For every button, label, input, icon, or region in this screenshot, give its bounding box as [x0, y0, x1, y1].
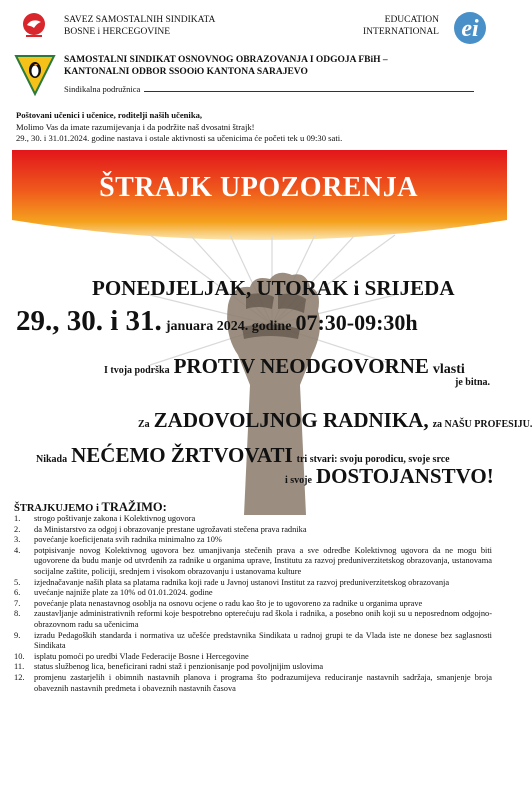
demand-text: potpisivanje novog Kolektivnog ugovora bez umanjivanja stečenih prava a sve odredbe Kolektivnog ugovora da ne mogu biti ugovorene da budu manje od utvrđenih za radnike u organima uprave, Institutu za razvoj preduniverzitetskog obrazovanja, ustanovama socijalne zaštite, policiji, srednjem i visokom obrazovanju i ustanovama kulture: [34, 545, 492, 576]
branch-blank-line: [144, 84, 474, 92]
demand-number: 7.: [14, 598, 21, 608]
intro-line: 29., 30. i 31.01.2024. godine nastava i ostale aktivnosti sa učenicima će početi tek u 09:30 sati.: [16, 133, 343, 143]
demand-item: [14, 609, 492, 630]
slogan-support-end: je bitna.: [455, 377, 490, 388]
slogan-dignity: i svoje DOSTOJANSTVO!: [285, 464, 494, 488]
slogan-worker: Za ZADOVOLJNOG RADNIKA, za NAŠU PROFESIJU.: [138, 408, 532, 432]
demand-number: 3.: [14, 535, 21, 545]
slogan-support: I tvoja podrška PROTIV NEODGOVORNE vlasti: [104, 354, 465, 378]
intro-text: [16, 110, 506, 145]
demand-text: povećanje plata nenastavnog osoblja na osnovu ocjene o radu kao što je to ugovoreno za radnike u organima uprave: [34, 598, 423, 608]
demands-title: ŠTRAJKUJEMO i TRAŽIMO:: [14, 500, 167, 514]
education-international-name: EDUCATION INTERNATIONAL: [363, 15, 439, 37]
demand-number: 1.: [14, 514, 21, 523]
demand-number: 11.: [14, 662, 25, 672]
intro-line: Molimo Vas da imate razumijevanja i da podržite naš dvosatni štrajk!: [16, 121, 255, 132]
demand-text: status službenog lica, beneficirani radni staž i penzionisanje pod povoljnijim uslovima: [34, 662, 324, 672]
penguin-triangle-logo: [14, 52, 56, 96]
demand-text: izradu Pedagoških standarda i normativa uz učešće predstavnika Sindikata u radnoj grupi te da Vlada iste ne donese bez saglasnosti Sindikata: [34, 630, 492, 651]
education-international-logo: [451, 10, 489, 46]
svg-text:ei: ei: [461, 16, 479, 42]
strike-dates: [16, 305, 418, 338]
demand-text: strogo poštivanje zakona i Kolektivnog ugovora: [34, 514, 196, 523]
banner-title: ŠTRAJK UPOZORENJA: [99, 172, 418, 203]
strike-time: 07:30-09:30h: [295, 310, 418, 335]
demand-item: [14, 599, 492, 610]
demands-list: [14, 514, 492, 694]
demand-text: izjednačavanje naših plata sa platama radnika koji rade u Javnoj ustanovi Institut za razvoj preduniverzitetskog obrazovanja: [34, 577, 450, 587]
demand-text: zaustavljanje administrativnih reformi koje bespotrebno opterećuju rad škola i radnika, a posebno onih koji su u neposrednom odgojno-obrazovnom radu sa učenicima: [34, 609, 492, 629]
strike-days: PONEDJELJAK, UTORAK i SRIJEDA: [92, 276, 455, 300]
dove-logo: [20, 12, 48, 38]
demand-text: isplatu pomoći po uredbi Vlade Federacije Bosne i Hercegovine: [34, 651, 249, 661]
demand-item: [14, 514, 492, 525]
demand-text: povećanje koeficijenata svih radnika minimalno za 10%: [34, 535, 222, 545]
strike-month-year: januara 2024. godine: [165, 319, 292, 334]
demand-number: 12.: [14, 672, 25, 682]
branch-line: [64, 84, 474, 94]
demand-number: 2.: [14, 524, 21, 534]
federation-name: SAVEZ SAMOSTALNIH SINDIKATA BOSNE i HERCEGOVINE: [64, 15, 216, 37]
demand-number: 8.: [14, 609, 21, 619]
demand-item: [14, 546, 492, 578]
demand-item: [14, 525, 492, 536]
demand-number: 4.: [14, 545, 21, 555]
intro-greeting: Poštovani učenici i učenice, roditelji naših učenika,: [16, 110, 203, 120]
branch-label: Sindikalna podružnica: [64, 84, 141, 94]
demand-item: [14, 662, 492, 673]
demand-number: 5.: [14, 577, 21, 587]
demand-item: [14, 535, 492, 546]
demand-text: uvećanje najniže plate za 10% od 01.01.2024. godine: [34, 588, 213, 598]
demand-item: [14, 578, 492, 589]
demand-number: 10.: [14, 651, 25, 661]
demand-item: [14, 652, 492, 663]
demand-text: da Ministarstvo za odgoj i obrazovanje prestane ugrožavati stečena prava radnika: [34, 524, 307, 534]
strike-date-range: 29., 30. i 31.: [16, 305, 162, 337]
demand-item: [14, 673, 492, 694]
demand-text: promjenu zastarjelih i obimnih nastavnih planova i programa što podrazumijeva reduciranje nastavnih sadržaja, smanjenje broja obaveznih nastavnih predmeta i obaveznih nastavnih časova: [34, 672, 492, 693]
demand-number: 6.: [14, 588, 21, 598]
demand-item: [14, 588, 492, 599]
union-name: SAMOSTALNI SINDIKAT OSNOVNOG OBRAZOVANJA I ODGOJA FBiH – KANTONALNI ODBOR SSOOiO KANTONA SARAJEVO: [64, 55, 388, 77]
demand-item: [14, 631, 492, 652]
demand-number: 9.: [14, 630, 21, 640]
slogan-never: Nikada NEĆEMO ŽRTVOVATI tri stvari: svoju porodicu, svoje srce: [36, 443, 450, 467]
